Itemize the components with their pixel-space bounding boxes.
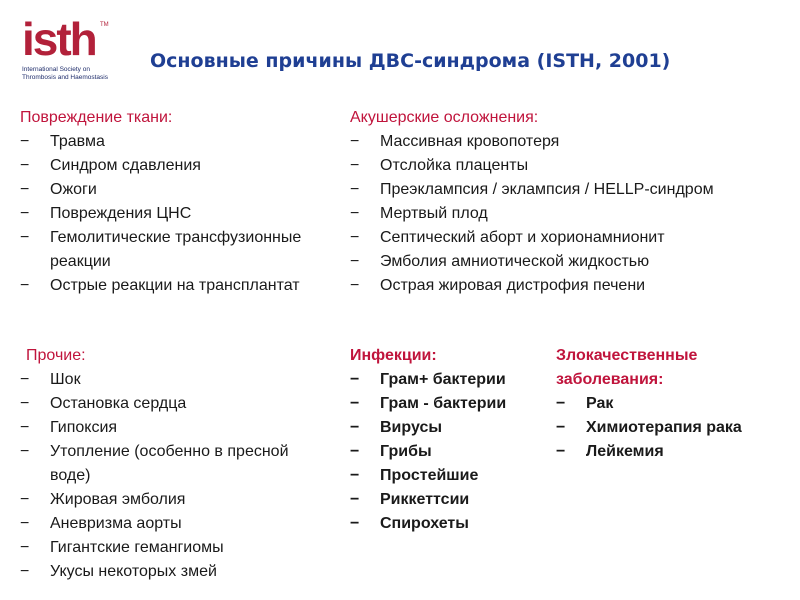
list-item (20, 202, 320, 226)
bullet-dash: − (350, 181, 360, 198)
logo-mark: isth (22, 13, 96, 65)
list-item (20, 536, 320, 560)
section-heading: Злокачественные заболевания: (556, 347, 698, 388)
list-item-text: Химиотерапия рака (586, 419, 742, 436)
list-item (20, 440, 320, 488)
list-item (556, 440, 776, 464)
list-item-text: Грибы (380, 443, 432, 460)
bullet-dash: − (350, 253, 360, 270)
list-item-text: Синдром сдавления (50, 157, 201, 174)
bullet-dash: − (20, 539, 30, 556)
bullet-dash: − (350, 133, 360, 150)
bullet-dash: − (350, 277, 360, 294)
list-item (20, 130, 320, 154)
logo-trademark: TM (100, 22, 109, 28)
bullet-dash: − (556, 395, 566, 412)
section-infections (350, 344, 555, 536)
list-item-text: Эмболия амниотической жидкостью (380, 253, 650, 270)
list-item-text: Ожоги (50, 181, 97, 198)
logo-subtitle (22, 66, 108, 82)
list-item (20, 416, 320, 440)
list-item (350, 368, 555, 392)
list-item (350, 130, 770, 154)
list-item-text: Септический аборт и хорионамнионит (380, 229, 665, 246)
section-list (556, 392, 776, 464)
bullet-dash: − (350, 419, 360, 436)
section-list (20, 368, 320, 584)
bullet-dash: − (20, 563, 30, 580)
bullet-dash: − (20, 395, 30, 412)
list-item-text: Аневризма аорты (50, 515, 182, 532)
list-item-text: Отслойка плаценты (380, 157, 529, 174)
list-item (20, 178, 320, 202)
list-item-text: Острая жировая дистрофия печени (380, 277, 646, 294)
list-item-text: Острые реакции на трансплантат (50, 277, 300, 294)
list-item (350, 488, 555, 512)
list-item (556, 416, 776, 440)
list-item (556, 392, 776, 416)
bullet-dash: − (20, 371, 30, 388)
list-item (350, 440, 555, 464)
bullet-dash: − (20, 133, 30, 150)
section-tissue-damage (20, 106, 320, 298)
bullet-dash: − (350, 371, 360, 388)
logo-subtitle-line: Thrombosis and Haemostasis (22, 74, 108, 81)
section-heading: Повреждение ткани: (20, 109, 173, 126)
list-item-text: Шок (50, 371, 81, 388)
list-item-text: Спирохеты (380, 515, 469, 532)
bullet-dash: − (350, 491, 360, 508)
list-item-text: Укусы некоторых змей (50, 563, 217, 580)
list-item (350, 154, 770, 178)
list-item (350, 512, 555, 536)
list-item-text: Грам+ бактерии (380, 371, 506, 388)
list-item-text: Преэклампсия / эклампсия / HELLP-синдром (380, 181, 714, 198)
list-item-text: Гипоксия (50, 419, 118, 436)
list-item (350, 226, 770, 250)
list-item-text: Гемолитические трансфузионные реакции (50, 229, 302, 270)
bullet-dash: − (20, 277, 30, 294)
section-heading: Инфекции: (350, 347, 437, 364)
list-item-text: Риккеттсии (380, 491, 470, 508)
section-other (20, 344, 320, 584)
list-item (350, 202, 770, 226)
bullet-dash: − (556, 443, 566, 460)
bullet-dash: − (350, 443, 360, 460)
list-item (20, 488, 320, 512)
logo-subtitle-line: International Society on (22, 66, 90, 73)
list-item (350, 416, 555, 440)
list-item-text: Грам - бактерии (380, 395, 507, 412)
list-item-text: Лейкемия (586, 443, 664, 460)
bullet-dash: − (350, 467, 360, 484)
isth-logo (20, 14, 138, 94)
bullet-dash: − (350, 395, 360, 412)
bullet-dash: − (20, 443, 30, 460)
list-item (20, 512, 320, 536)
bullet-dash: − (20, 181, 30, 198)
list-item-text: Вирусы (380, 419, 443, 436)
list-item (20, 274, 320, 298)
bullet-dash: − (20, 229, 30, 246)
list-item-text: Массивная кровопотеря (380, 133, 560, 150)
list-item (20, 392, 320, 416)
bullet-dash: − (20, 491, 30, 508)
bullet-dash: − (350, 157, 360, 174)
section-heading: Прочие: (26, 347, 86, 364)
bullet-dash: − (20, 515, 30, 532)
list-item-text: Повреждения ЦНС (50, 205, 192, 222)
list-item-text: Утопление (особенно в пресной воде) (50, 443, 289, 484)
list-item-text: Жировая эмболия (50, 491, 186, 508)
list-item-text: Рак (586, 395, 614, 412)
bullet-dash: − (20, 205, 30, 222)
list-item-text: Травма (50, 133, 105, 150)
list-item (20, 560, 320, 584)
bullet-dash: − (20, 157, 30, 174)
section-list (20, 130, 320, 298)
list-item (350, 392, 555, 416)
list-item (20, 154, 320, 178)
list-item-text: Остановка сердца (50, 395, 187, 412)
bullet-dash: − (350, 229, 360, 246)
list-item (350, 250, 770, 274)
list-item-text: Гигантские гемангиомы (50, 539, 224, 556)
bullet-dash: − (350, 205, 360, 222)
bullet-dash: − (556, 419, 566, 436)
list-item (350, 178, 770, 202)
list-item-text: Простейшие (380, 467, 479, 484)
section-obstetric (350, 106, 770, 298)
bullet-dash: − (350, 515, 360, 532)
section-heading: Акушерские осложнения: (350, 109, 539, 126)
section-malignancy (556, 344, 776, 464)
section-list (350, 130, 770, 298)
list-item (350, 464, 555, 488)
list-item (350, 274, 770, 298)
bullet-dash: − (20, 419, 30, 436)
list-item-text: Мертвый плод (380, 205, 488, 222)
section-list (350, 368, 555, 536)
slide-title: Основные причины ДВС-синдрома (ISTH, 2001) (150, 50, 671, 72)
list-item (20, 368, 320, 392)
list-item (20, 226, 320, 274)
